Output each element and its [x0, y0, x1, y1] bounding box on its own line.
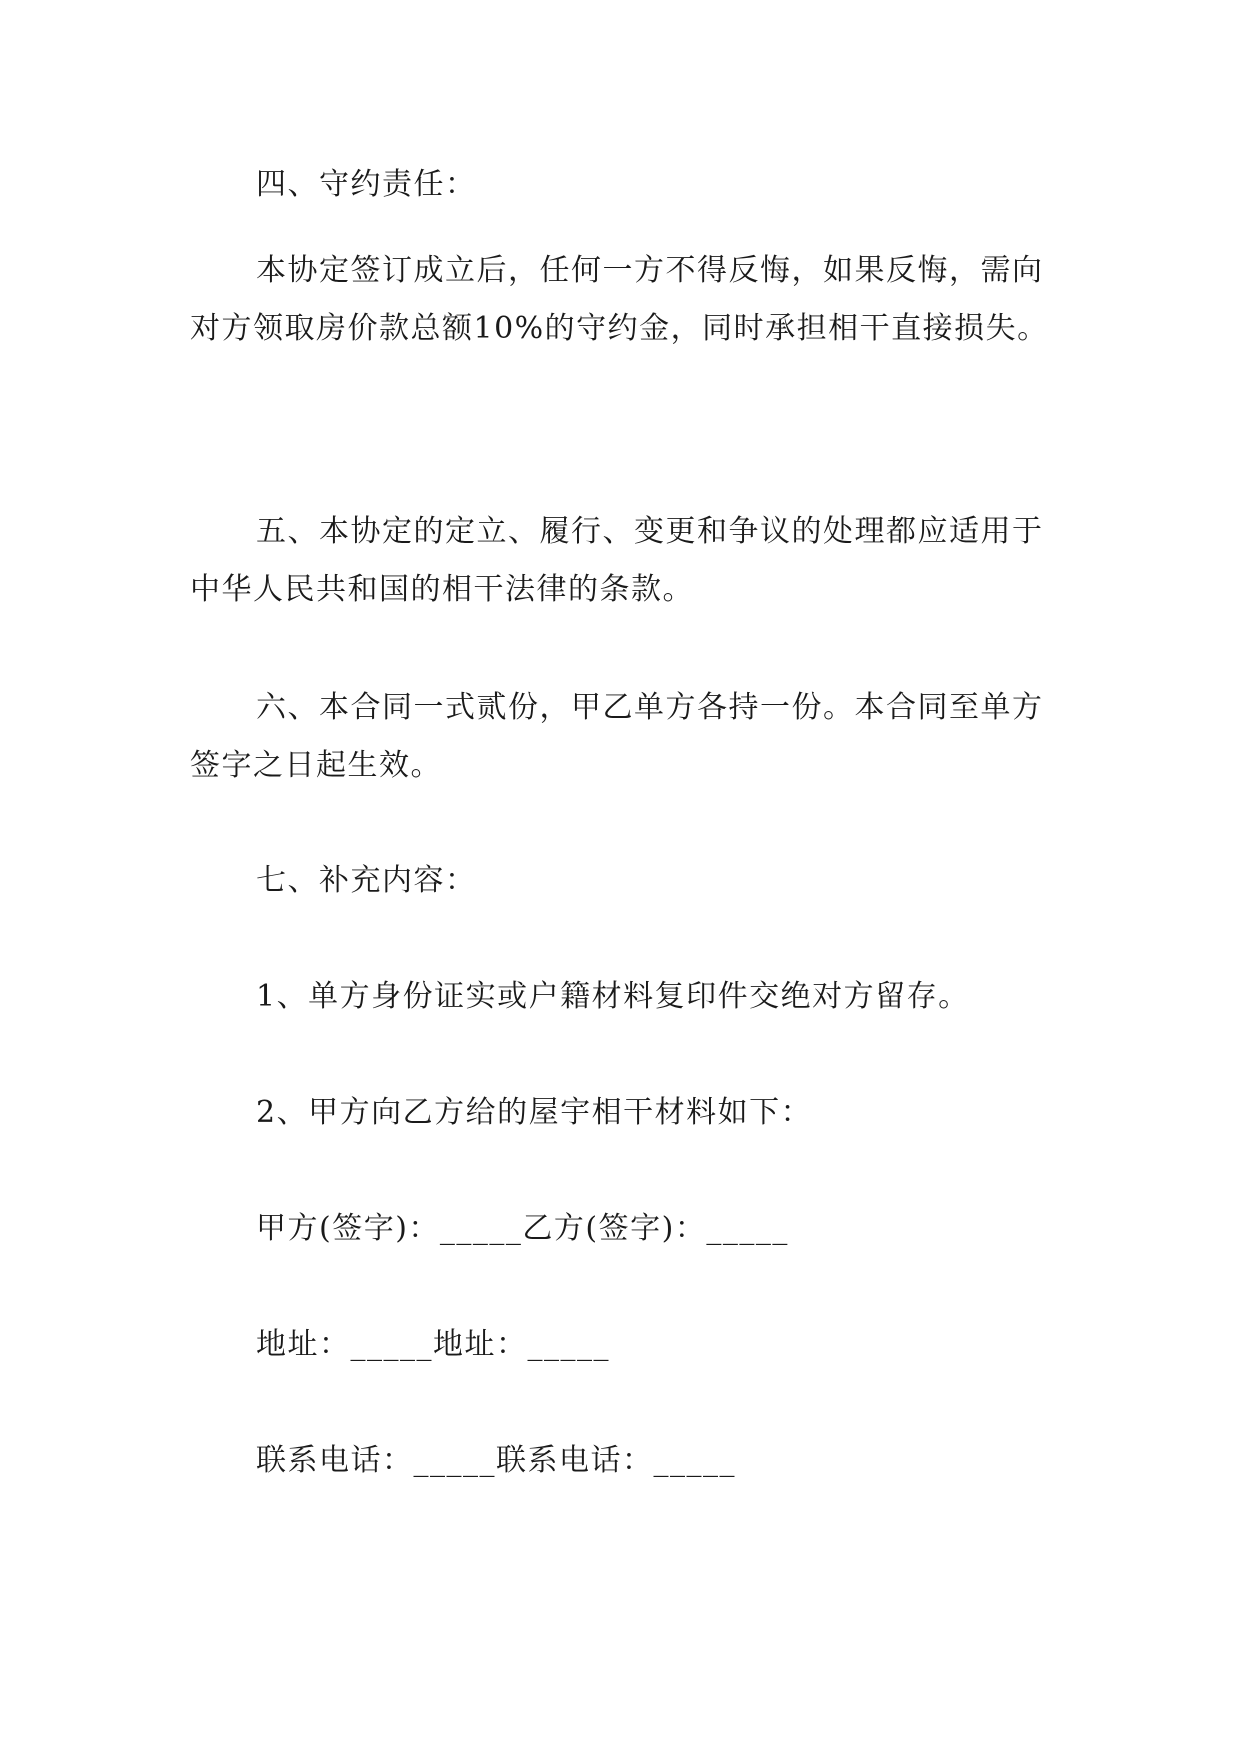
address-line: 地址：_____地址：_____	[256, 1327, 610, 1362]
section-6-paragraph: 六、本合同一式贰份，甲乙单方各持一份。本合同至单方签字之日起生效。	[190, 690, 1044, 783]
supplement-item-2: 2、甲方向乙方给的屋宇相干材料如下：	[256, 1095, 813, 1130]
section-7-heading: 七、补充内容：	[256, 863, 477, 898]
section-4-heading: 四、守约责任：	[256, 167, 477, 202]
section-4-body: 本协定签订成立后，任何一方不得反悔，如果反悔，需向对方领取房价款总额10%的守约金，同时承担相干直接损失。	[190, 253, 1049, 346]
phone-line: 联系电话：_____联系电话：_____	[256, 1443, 736, 1478]
section-5-paragraph: 五、本协定的定立、履行、变更和争议的处理都应适用于中华人民共和国的相干法律的条款。	[190, 514, 1044, 607]
supplement-item-1: 1、单方身份证实或户籍材料复印件交绝对方留存。	[256, 979, 970, 1014]
signature-line: 甲方(签字)：_____乙方(签字)：_____	[256, 1211, 789, 1246]
